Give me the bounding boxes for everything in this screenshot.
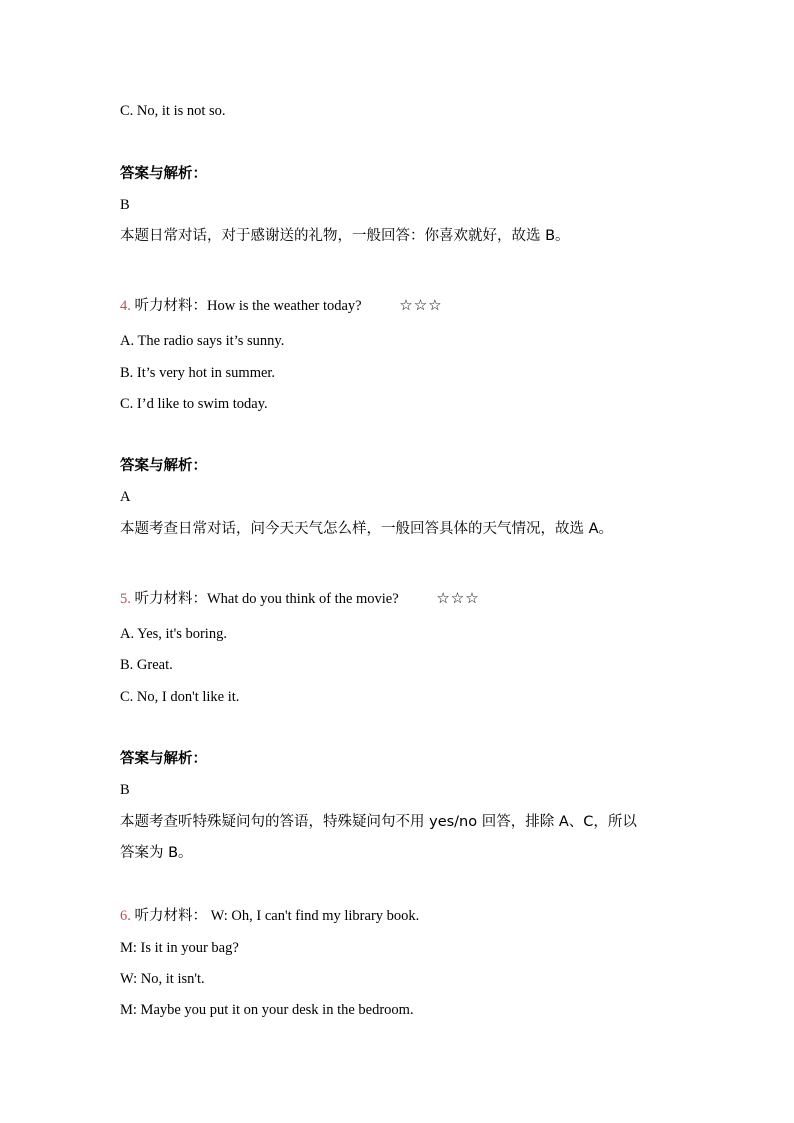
q4-prompt: How is the weather today?	[207, 298, 362, 314]
q4-answer: A	[120, 489, 131, 505]
q5-question	[120, 588, 480, 609]
q5-option-a: A. Yes, it's boring.	[120, 626, 227, 642]
q5-label: 听力材料：	[134, 591, 207, 607]
q5-difficulty-stars-icon: ☆☆☆	[436, 589, 480, 607]
q6-prompt: W: Oh, I can't find my library book.	[210, 908, 420, 924]
q6-dialogue-line-4: M: Maybe you put it on your desk in the bedroom.	[120, 1002, 414, 1018]
q3-option-c: C. No, it is not so.	[120, 103, 226, 119]
q6-question	[120, 906, 419, 926]
q4-option-c: C. I’d like to swim today.	[120, 396, 268, 412]
q4-answer-heading: 答案与解析：	[120, 458, 207, 474]
q5-explanation-line-1: 本题考查听特殊疑问句的答语，特殊疑问句不用 yes/no 回答，排除 A、C，所以	[120, 814, 637, 830]
q4-number: 4.	[120, 298, 131, 314]
q5-answer: B	[120, 782, 130, 798]
q5-number: 5.	[120, 591, 131, 607]
q4-difficulty-stars-icon: ☆☆☆	[399, 296, 443, 314]
q5-option-c: C. No, I don't like it.	[120, 689, 240, 705]
q4-label: 听力材料：	[134, 298, 207, 314]
q5-answer-heading: 答案与解析：	[120, 751, 207, 767]
q4-option-b: B. It’s very hot in summer.	[120, 365, 276, 381]
q4-question	[120, 295, 443, 316]
q5-explanation-line-2: 答案为 B。	[120, 845, 193, 861]
q4-option-a: A. The radio says it’s sunny.	[120, 333, 285, 349]
q4-explanation: 本题考查日常对话，问今天天气怎么样，一般回答具体的天气情况，故选 A。	[120, 521, 614, 537]
q6-number: 6.	[120, 908, 131, 924]
q3-answer-heading: 答案与解析：	[120, 166, 207, 182]
q6-dialogue-line-2: M: Is it in your bag?	[120, 940, 239, 956]
q6-label: 听力材料：	[134, 908, 207, 924]
q3-answer: B	[120, 197, 130, 213]
q3-explanation: 本题日常对话，对于感谢送的礼物，一般回答：你喜欢就好，故选 B。	[120, 228, 570, 244]
q5-prompt: What do you think of the movie?	[207, 591, 399, 607]
q6-dialogue-line-3: W: No, it isn't.	[120, 971, 205, 987]
q5-option-b: B. Great.	[120, 657, 173, 673]
